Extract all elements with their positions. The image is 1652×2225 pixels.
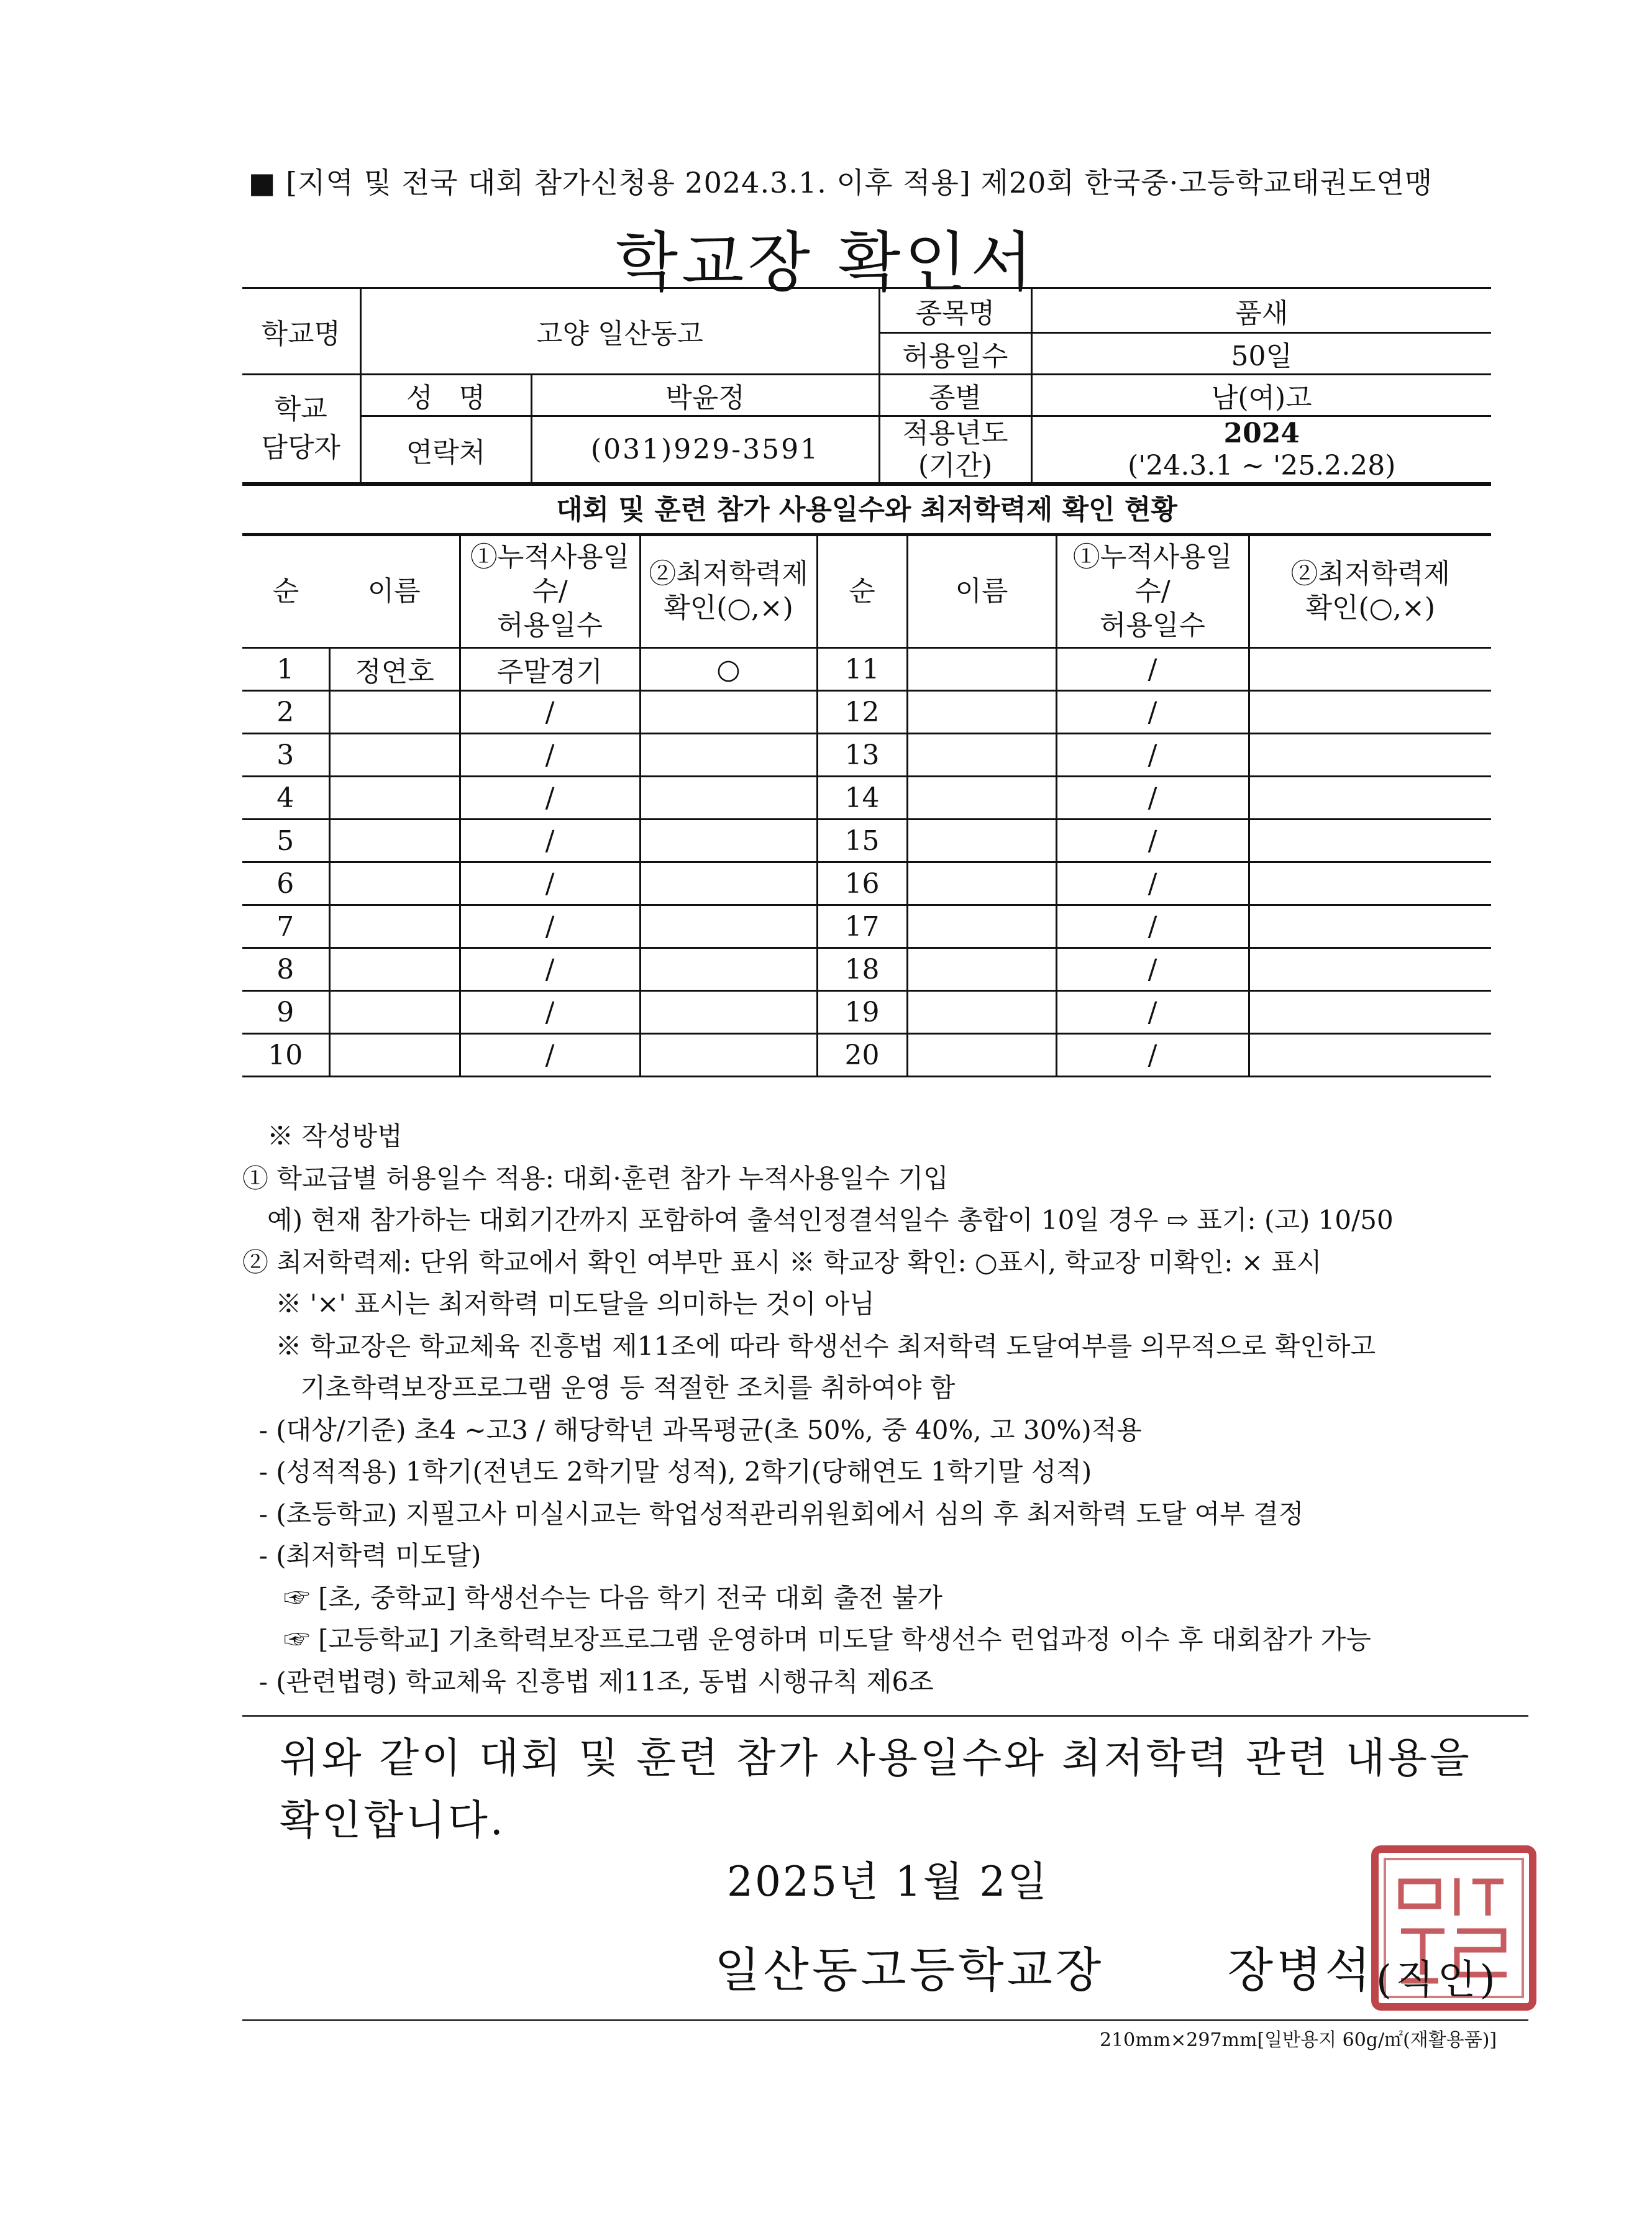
gender-value: 남(여)고 xyxy=(1031,375,1491,416)
principal-signature-line xyxy=(714,1932,1374,2000)
row-min xyxy=(640,734,817,777)
note-line: ※ 작성방법 xyxy=(242,1121,403,1151)
row-min-right xyxy=(1249,820,1491,862)
note-line: 예) 현재 참가하는 대회기간까지 포함하여 출석인정결석일수 총합이 10일 경우 ⇨ 표기: (고) 10/50 xyxy=(242,1205,1394,1235)
roster-row xyxy=(242,777,1491,820)
row-name xyxy=(329,820,460,862)
name-label: 성 명 xyxy=(360,375,531,416)
row-name-right xyxy=(907,734,1056,777)
row-name-right xyxy=(907,820,1056,862)
roster-row xyxy=(242,991,1491,1034)
year-label xyxy=(879,416,1031,483)
row-days-right: / xyxy=(1056,905,1249,948)
principal-school: 일산동고등학교장 xyxy=(714,1942,1105,1998)
row-min xyxy=(640,1034,817,1077)
row-min xyxy=(640,691,817,734)
row-no: 1 xyxy=(242,648,329,691)
row-no: 3 xyxy=(242,734,329,777)
row-days-right: / xyxy=(1056,1034,1249,1077)
row-no: 9 xyxy=(242,991,329,1034)
row-min-right xyxy=(1249,905,1491,948)
roster-header-row xyxy=(242,534,1491,648)
row-min: ○ xyxy=(640,648,817,691)
row-min-right xyxy=(1249,734,1491,777)
row-days-right: / xyxy=(1056,777,1249,820)
row-min-right xyxy=(1249,648,1491,691)
manager-label xyxy=(242,375,360,483)
note-line: 기초학력보장프로그램 운영 등 적절한 조치를 취하여야 함 xyxy=(242,1373,956,1403)
row-days-right: / xyxy=(1056,862,1249,905)
row-no: 4 xyxy=(242,777,329,820)
contact-label: 연락처 xyxy=(360,416,531,483)
school-value: 고양 일산동고 xyxy=(360,288,879,375)
row-no-right: 20 xyxy=(817,1034,907,1077)
row-days: / xyxy=(460,862,640,905)
row-days-right: / xyxy=(1056,648,1249,691)
header-name: 이름 xyxy=(329,534,460,648)
note-line: ※ 학교장은 학교체육 진흥법 제11조에 따라 학생선수 최저학력 도달여부를 의무적으로 확인하고 xyxy=(242,1330,1376,1361)
school-label: 학교명 xyxy=(242,288,360,375)
header-name-right: 이름 xyxy=(907,534,1056,648)
year-label-line2: (기간) xyxy=(918,449,993,482)
row-name xyxy=(329,1034,460,1077)
row-name xyxy=(329,862,460,905)
row-days-right: / xyxy=(1056,691,1249,734)
roster-row xyxy=(242,820,1491,862)
row-name-right xyxy=(907,777,1056,820)
header-line: ■ [지역 및 전국 대회 참가신청용 2024.3.1. 이후 적용] 제20회 한국중·고등학교태권도연맹 xyxy=(249,166,1433,199)
header-min-right-line1: ②최저학력제 xyxy=(1290,558,1451,590)
note-line: - (성적적용) 1학기(전년도 2학기말 성적), 2학기(당해연도 1학기말 성적) xyxy=(242,1456,1092,1487)
row-min xyxy=(640,948,817,991)
row-days: / xyxy=(460,991,640,1034)
row-name xyxy=(329,691,460,734)
info-table xyxy=(242,287,1491,484)
header-days-right-line2: 허용일수 xyxy=(1099,610,1205,641)
roster-row xyxy=(242,691,1491,734)
roster-table xyxy=(242,533,1491,1077)
paper-spec-footer: 210mm×297mm[일반용지 60g/㎡(재활용품)] xyxy=(1100,2029,1497,2051)
roster-row xyxy=(242,905,1491,948)
row-name xyxy=(329,734,460,777)
row-days: / xyxy=(460,777,640,820)
row-days: / xyxy=(460,948,640,991)
row-min-right xyxy=(1249,991,1491,1034)
row-no-right: 14 xyxy=(817,777,907,820)
row-name-right xyxy=(907,862,1056,905)
row-no: 6 xyxy=(242,862,329,905)
header-min-right-line2: 확인(○,×) xyxy=(1305,592,1436,624)
note-line: - (대상/기준) 초4 ~고3 / 해당학년 과목평균(초 50%, 중 40%, 고 30%)적용 xyxy=(242,1414,1142,1445)
row-min-right xyxy=(1249,1034,1491,1077)
row-name xyxy=(329,948,460,991)
confirmation-text: 위와 같이 대회 및 훈련 참가 사용일수와 최저학력 관련 내용을 확인합니다. xyxy=(280,1734,1472,1844)
row-name xyxy=(329,991,460,1034)
header-min-line1: ②최저학력제 xyxy=(649,558,808,590)
event-value: 품새 xyxy=(1031,288,1491,333)
row-no: 10 xyxy=(242,1034,329,1077)
row-name: 정연호 xyxy=(329,648,460,691)
header-no-right: 순 xyxy=(817,534,907,648)
row-min xyxy=(640,905,817,948)
row-name xyxy=(329,905,460,948)
row-min-right xyxy=(1249,777,1491,820)
row-days-right: / xyxy=(1056,820,1249,862)
row-min xyxy=(640,820,817,862)
row-min-right xyxy=(1249,691,1491,734)
row-days: / xyxy=(460,905,640,948)
row-no-right: 12 xyxy=(817,691,907,734)
header-min xyxy=(640,534,817,648)
roster-row xyxy=(242,648,1491,691)
row-days: 주말경기 xyxy=(460,648,640,691)
manager-label-line1: 학교 xyxy=(274,393,327,425)
row-days-right: / xyxy=(1056,991,1249,1034)
note-line: ② 최저학력제: 단위 학교에서 확인 여부만 표시 ※ 학교장 확인: ○표시, 학교장 미확인: × 표시 xyxy=(242,1246,1322,1277)
row-min-right xyxy=(1249,862,1491,905)
header-days-line2: 허용일수 xyxy=(496,609,603,641)
roster-row xyxy=(242,1034,1491,1077)
row-name-right xyxy=(907,905,1056,948)
row-days: / xyxy=(460,1034,640,1077)
row-no: 2 xyxy=(242,691,329,734)
header-min-right xyxy=(1249,534,1491,648)
event-label: 종목명 xyxy=(879,288,1031,333)
year-value: 2024 xyxy=(1223,417,1300,449)
row-no: 5 xyxy=(242,820,329,862)
header-days-line1: ①누적사용일수/ xyxy=(470,541,630,607)
row-name-right xyxy=(907,1034,1056,1077)
row-min-right xyxy=(1249,948,1491,991)
row-name-right xyxy=(907,691,1056,734)
row-no-right: 18 xyxy=(817,948,907,991)
row-days-right: / xyxy=(1056,734,1249,777)
note-line: ① 학교급별 허용일수 적용: 대회·훈련 참가 누적사용일수 기입 xyxy=(242,1163,949,1194)
issue-date: 2025년 1월 2일 xyxy=(727,1858,1049,1906)
name-value: 박윤정 xyxy=(531,375,879,416)
allowed-days-value: 50일 xyxy=(1031,333,1491,375)
seal-label: (직인) xyxy=(1376,1957,1499,2003)
header-days-right xyxy=(1056,534,1249,648)
row-no-right: 13 xyxy=(817,734,907,777)
note-line: - (관련법령) 학교체육 진흥법 제11조, 동법 시행규칙 제6조 xyxy=(242,1666,934,1697)
contact-value: (031)929-3591 xyxy=(531,416,879,483)
row-no: 8 xyxy=(242,948,329,991)
row-min xyxy=(640,777,817,820)
note-line: ※ '×' 표시는 최저학력 미도달을 의미하는 것이 아님 xyxy=(242,1289,875,1319)
divider xyxy=(242,1715,1528,1717)
manager-label-line2: 담당자 xyxy=(261,432,340,464)
note-line: ☞ [고등학교] 기초학력보장프로그램 운영하며 미도달 학생선수 런업과정 이수 후 대회참가 가능 xyxy=(242,1624,1371,1655)
row-min xyxy=(640,862,817,905)
roster-row xyxy=(242,734,1491,777)
allowed-days-label: 허용일수 xyxy=(879,333,1031,375)
row-days: / xyxy=(460,734,640,777)
row-no: 7 xyxy=(242,905,329,948)
page-title: 학교장 확인서 xyxy=(615,224,1037,300)
header-min-line2: 확인(○,×) xyxy=(664,592,793,624)
row-days-right: / xyxy=(1056,948,1249,991)
header-days-right-line1: ①누적사용일수/ xyxy=(1072,541,1233,607)
header-no: 순 xyxy=(242,534,329,648)
row-days: / xyxy=(460,820,640,862)
roster-row xyxy=(242,862,1491,905)
row-no-right: 15 xyxy=(817,820,907,862)
row-no-right: 11 xyxy=(817,648,907,691)
note-line: ☞ [초, 중학교] 학생선수는 다음 학기 전국 대회 출전 불가 xyxy=(242,1582,943,1613)
row-days: / xyxy=(460,691,640,734)
divider xyxy=(242,2019,1528,2021)
period-value: ('24.3.1 ~ '25.2.28) xyxy=(1128,449,1396,482)
row-name-right xyxy=(907,991,1056,1034)
row-no-right: 19 xyxy=(817,991,907,1034)
row-no-right: 16 xyxy=(817,862,907,905)
writing-instructions xyxy=(242,1115,1578,1702)
row-name xyxy=(329,777,460,820)
row-no-right: 17 xyxy=(817,905,907,948)
row-name-right xyxy=(907,648,1056,691)
note-line: - (최저학력 미도달) xyxy=(242,1540,481,1571)
note-line: - (초등학교) 지필고사 미실시교는 학업성적관리위원회에서 심의 후 최저학력 도달 여부 결정 xyxy=(242,1498,1304,1529)
row-min xyxy=(640,991,817,1034)
principal-name: 장병석 xyxy=(1227,1942,1374,1998)
header-days xyxy=(460,534,640,648)
year-label-line1: 적용년도 xyxy=(902,417,1008,449)
gender-label: 종별 xyxy=(879,375,1031,416)
roster-title: 대회 및 훈련 참가 사용일수와 최저학력제 확인 현황 xyxy=(242,483,1491,536)
roster-row xyxy=(242,948,1491,991)
row-name-right xyxy=(907,948,1056,991)
year-value-cell xyxy=(1031,416,1491,483)
